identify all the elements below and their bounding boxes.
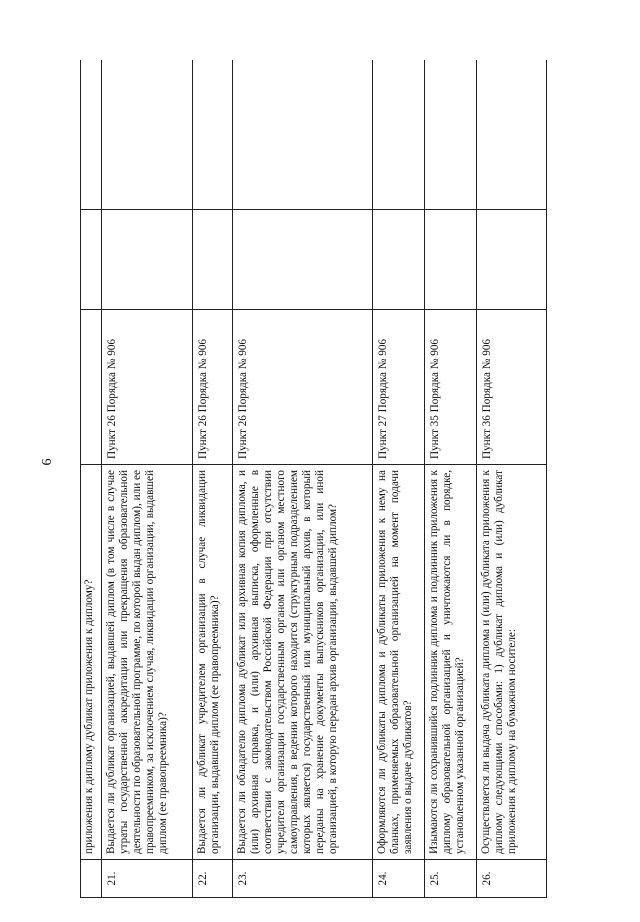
reference-cell: Пункт 27 Порядка № 906 <box>373 310 425 465</box>
note-cell <box>193 60 233 210</box>
answer-cell <box>425 210 477 310</box>
num-cell: 21. <box>102 860 193 898</box>
table-row <box>477 60 547 898</box>
note-cell <box>373 60 425 210</box>
reference-cell: Пункт 36 Порядка № 906 <box>477 310 547 465</box>
reference-cell: Пункт 26 Порядка № 906 <box>193 310 233 465</box>
answer-cell <box>373 210 425 310</box>
checklist-table <box>80 60 547 898</box>
question-cell: Выдается ли дубликат организацией, выдавшей диплом (в том числе в случае утраты государственной аккредитации или прекращения образовательной деятельности по образовательной программе, по которой выдан диплом), или ее правопреемником, за исключением случая, ликвидации организации, выдавшей диплом (ее правопреемника)? <box>102 465 193 860</box>
num-cell: 26. <box>477 860 547 898</box>
question-cell: Выдается ли обладателю диплома дубликат или архивная копия диплома, и (или) архивная справка, и (или) архивная выписка, оформленные в соответствии с законодательством Российской Федерации при отсутствии учредителя организации государственным органом или органом местного самоуправления, в ведении которого находится (структурным подразделением которых является) государственный или муниципальный архив, в который переданы на хранение документы выпускников организации, или иной организацией, в которую передан архив организации, выдавшей диплом? <box>233 465 373 860</box>
answer-cell <box>477 210 547 310</box>
num-cell: 24. <box>373 860 425 898</box>
answer-cell <box>193 210 233 310</box>
question-cell: Выдается ли дубликат учредителем организации в случае ликвидации организации, выдавшей диплом (ее правопреемника)? <box>193 465 233 860</box>
table-sheet <box>80 60 629 898</box>
table-row <box>233 60 373 898</box>
answer-cell <box>102 210 193 310</box>
note-cell <box>425 60 477 210</box>
note-cell <box>81 60 102 210</box>
reference-cell: Пункт 26 Порядка № 906 <box>102 310 193 465</box>
note-cell <box>477 60 547 210</box>
table-row <box>102 60 193 898</box>
num-cell: 23. <box>233 860 373 898</box>
reference-cell <box>81 310 102 465</box>
answer-cell <box>233 210 373 310</box>
note-cell <box>233 60 373 210</box>
question-cell: Осуществляется ли выдача дубликата диплома и (или) дубликата приложения к диплому следующими способами: 1) дубликат диплома и (или) дубликат приложения к диплому на бумажном носителе: <box>477 465 547 860</box>
num-cell: 25. <box>425 860 477 898</box>
page-number: 6 <box>40 458 55 466</box>
note-cell <box>102 60 193 210</box>
table-row <box>425 60 477 898</box>
num-cell: 22. <box>193 860 233 898</box>
question-cell: Изымаются ли сохранившийся подлинник диплома и подлинник приложения к диплому образовательной организацией и уничтожаются ли в порядке, установленном указанной организацией? <box>425 465 477 860</box>
question-cell: Оформляются ли дубликаты диплома и дубликаты приложения к нему на бланках, применяемых образовательной организацией на момент подачи заявления о выдаче дубликатов? <box>373 465 425 860</box>
rotated-table-frame <box>80 60 629 898</box>
question-cell: приложения к диплому дубликат приложения к диплому? <box>81 465 102 860</box>
table-row <box>373 60 425 898</box>
table-row <box>193 60 233 898</box>
num-cell <box>81 860 102 898</box>
reference-cell: Пункт 26 Порядка № 906 <box>233 310 373 465</box>
table-row-continuation <box>81 60 102 898</box>
answer-cell <box>81 210 102 310</box>
reference-cell: Пункт 35 Порядка № 906 <box>425 310 477 465</box>
